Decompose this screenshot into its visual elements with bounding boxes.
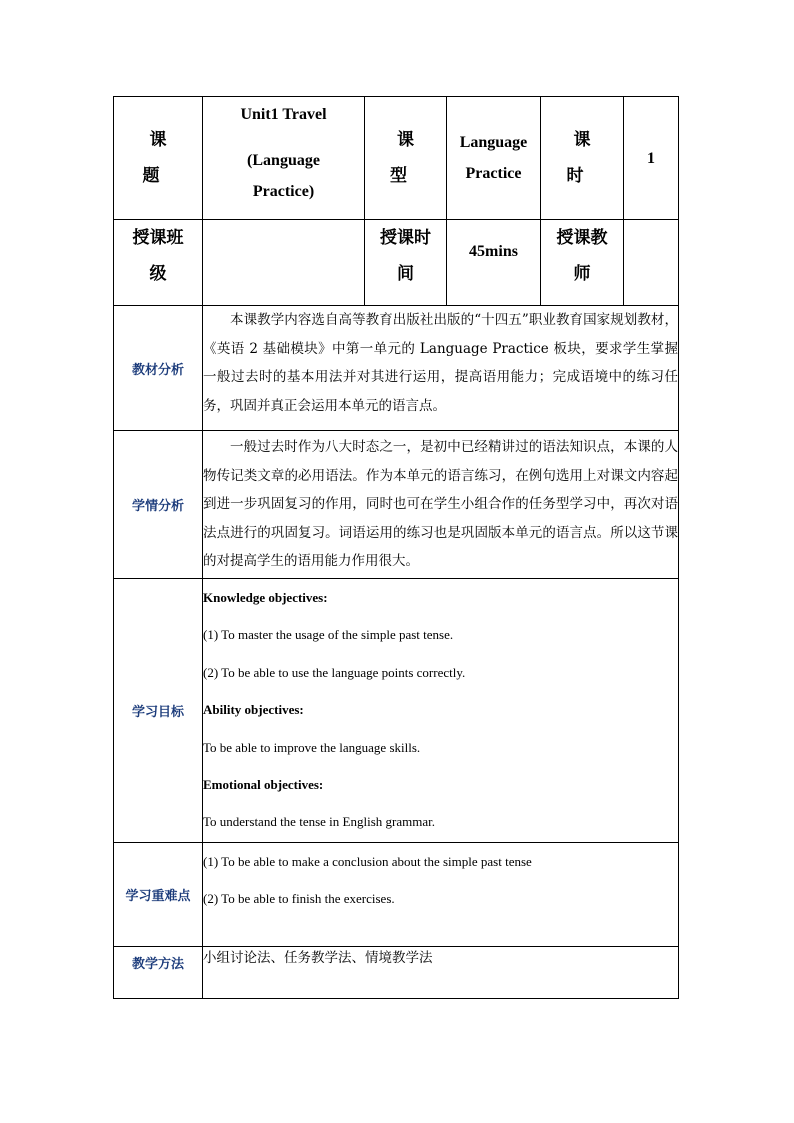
emotional-item: To understand the tense in English grammar. xyxy=(203,814,435,830)
objectives-row xyxy=(114,579,679,843)
topic-value xyxy=(203,97,365,220)
learner-label: 学情分析 xyxy=(114,431,203,579)
header-row xyxy=(114,97,679,220)
objectives-content xyxy=(203,579,679,843)
learner-row xyxy=(114,431,679,579)
objectives-label: 学习目标 xyxy=(114,579,203,843)
class-label-line-1: 授课班 xyxy=(132,228,184,248)
time-label-line-1: 授课时 xyxy=(380,228,431,248)
hours-value: 1 xyxy=(624,97,679,220)
key-point-2: (2) To be able to finish the exercises. xyxy=(203,891,395,907)
textbook-text: 本课教学内容选自高等教育出版社出版的“十四五”职业教育国家规划教材，《英语 2 基础模块》中第一单元的 Language Practice 板块，要求学生掌握一般过去时的基本用法并对其进行运用，提高语用能力；完成语境中的练习任务，巩固并真正会运用本单元的语言点。 xyxy=(203,306,679,431)
teacher-label-line-1: 授课教 xyxy=(556,228,608,248)
emotional-heading: Emotional objectives: xyxy=(203,776,324,792)
time-value: 45mins xyxy=(447,220,541,306)
lesson-plan-table xyxy=(113,96,679,999)
teacher-label xyxy=(541,220,624,306)
methods-row xyxy=(114,947,679,999)
learner-text: 一般过去时作为八大时态之一，是初中已经精讲过的语法知识点，本课的人物传记类文章的必用语法。作为本单元的语言练习，在例句选用上对课文内容起到进一步巩固复习的作用，同时也可在学生小组合作的任务型学习中，再次对语法点进行的巩固复习。词语运用的练习也是巩固版本单元的语言点。所以这节课的对提高学生的语用能力作用很大。 xyxy=(203,431,679,579)
type-value xyxy=(447,97,541,220)
topic-label: 课 题 xyxy=(114,97,203,220)
textbook-label: 教材分析 xyxy=(114,306,203,431)
hours-label: 课 时 xyxy=(541,97,624,220)
topic-line-2: (Language xyxy=(247,152,320,169)
type-line-2: Practice xyxy=(465,165,522,182)
time-label-line-2: 间 xyxy=(397,264,414,284)
ability-heading: Ability objectives: xyxy=(203,702,304,718)
textbook-row xyxy=(114,306,679,431)
class-value xyxy=(203,220,365,306)
topic-line-1: Unit1 Travel xyxy=(240,106,327,123)
key-point-1: (1) To be able to make a conclusion about the simple past tense xyxy=(203,854,532,869)
key-points-row xyxy=(114,843,679,947)
ability-item: To be able to improve the language skills. xyxy=(203,739,421,755)
key-points-content xyxy=(203,843,679,947)
topic-line-3: Practice) xyxy=(252,183,315,200)
key-points-label: 学习重难点 xyxy=(114,843,203,947)
info-row xyxy=(114,220,679,306)
type-label: 课 型 xyxy=(365,97,447,220)
methods-text: 小组讨论法、任务教学法、情境教学法 xyxy=(203,947,679,999)
teacher-value xyxy=(624,220,679,306)
time-label xyxy=(365,220,447,306)
knowledge-item-2: (2) To be able to use the language points correctly. xyxy=(203,664,466,680)
methods-label: 教学方法 xyxy=(114,947,203,999)
class-label-line-2: 级 xyxy=(149,264,167,284)
teacher-label-line-2: 师 xyxy=(573,264,591,284)
knowledge-item-1: (1) To master the usage of the simple past tense. xyxy=(203,627,454,643)
class-label xyxy=(114,220,203,306)
knowledge-heading: Knowledge objectives: xyxy=(203,590,328,605)
type-line-1: Language xyxy=(459,134,528,151)
